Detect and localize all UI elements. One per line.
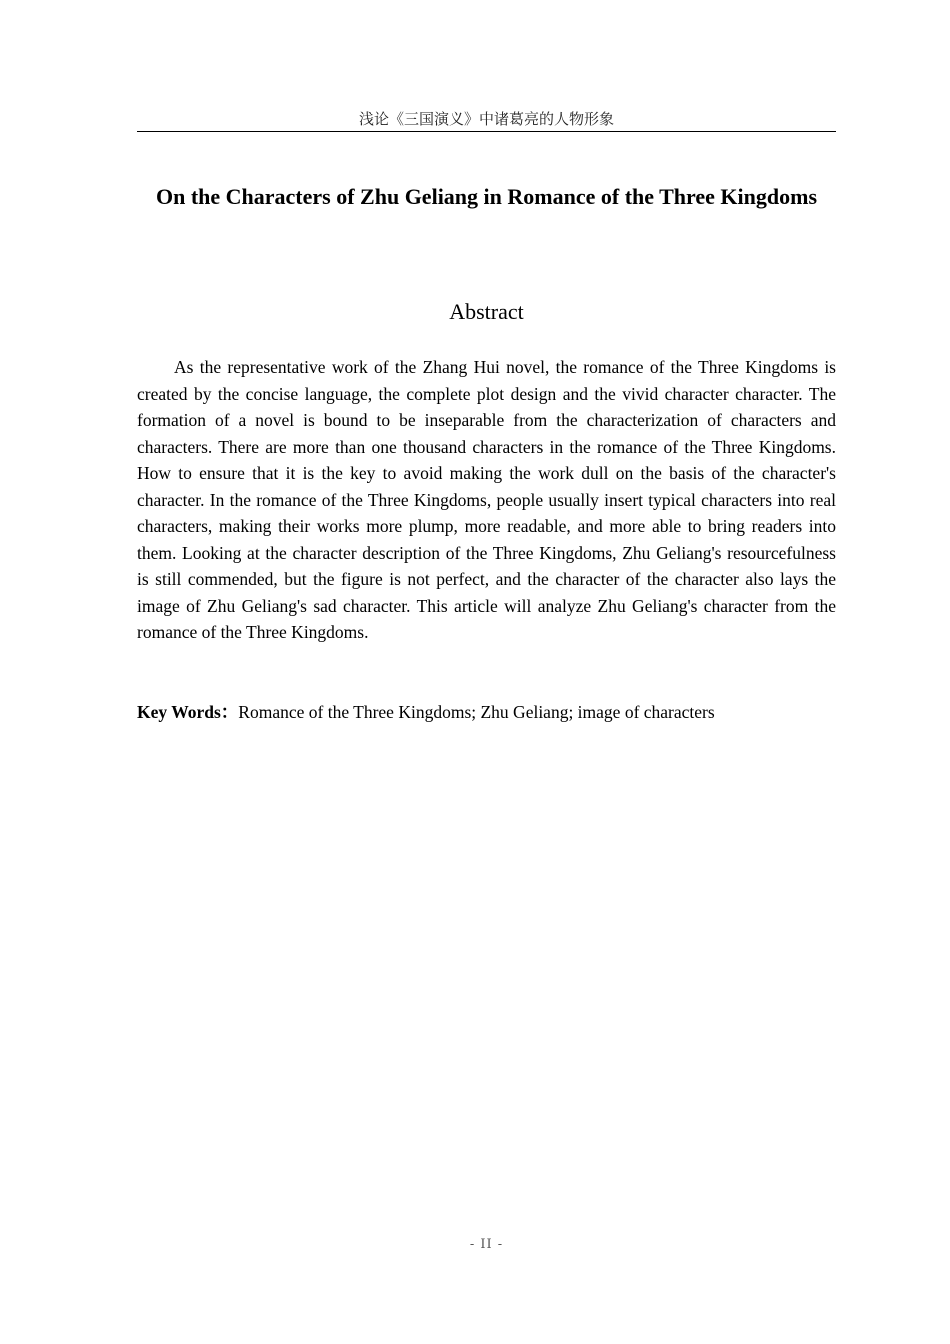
- header-divider: [137, 131, 836, 132]
- page-number: - II -: [469, 1237, 504, 1252]
- abstract-body: As the representative work of the Zhang Hui novel, the romance of the Three Kingdoms is created by the concise language, the complete plot design and the vivid character character. The formation of a novel is bound to be inseparable from the characterization of characters and characters. There are more than one thousand characters in the romance of the Three Kingdoms. How to ensure that it is the key to avoid making the work dull on the basis of the character's character. In the romance of the Three Kingdoms, people usually insert typical characters into real characters, making their works more plump, more readable, and more able to bring readers into them. Looking at the character description of the Three Kingdoms, Zhu Geliang's resourcefulness is still commended, but the figure is not perfect, and the character of the character also lays the image of Zhu Geliang's sad character. This article will analyze Zhu Geliang's character from the romance of the Three Kingdoms.: [137, 357, 836, 642]
- running-header: 浅论《三国演义》中诸葛亮的人物形象: [358, 110, 614, 128]
- keywords-value: Romance of the Three Kingdoms; Zhu Geliang; image of characters: [238, 702, 715, 722]
- keywords-line: [137, 699, 836, 725]
- page-title: On the Characters of Zhu Geliang in Romance of the Three Kingdoms: [155, 184, 818, 209]
- keywords-label: Key Words：: [137, 702, 239, 722]
- abstract-heading: Abstract: [449, 299, 524, 324]
